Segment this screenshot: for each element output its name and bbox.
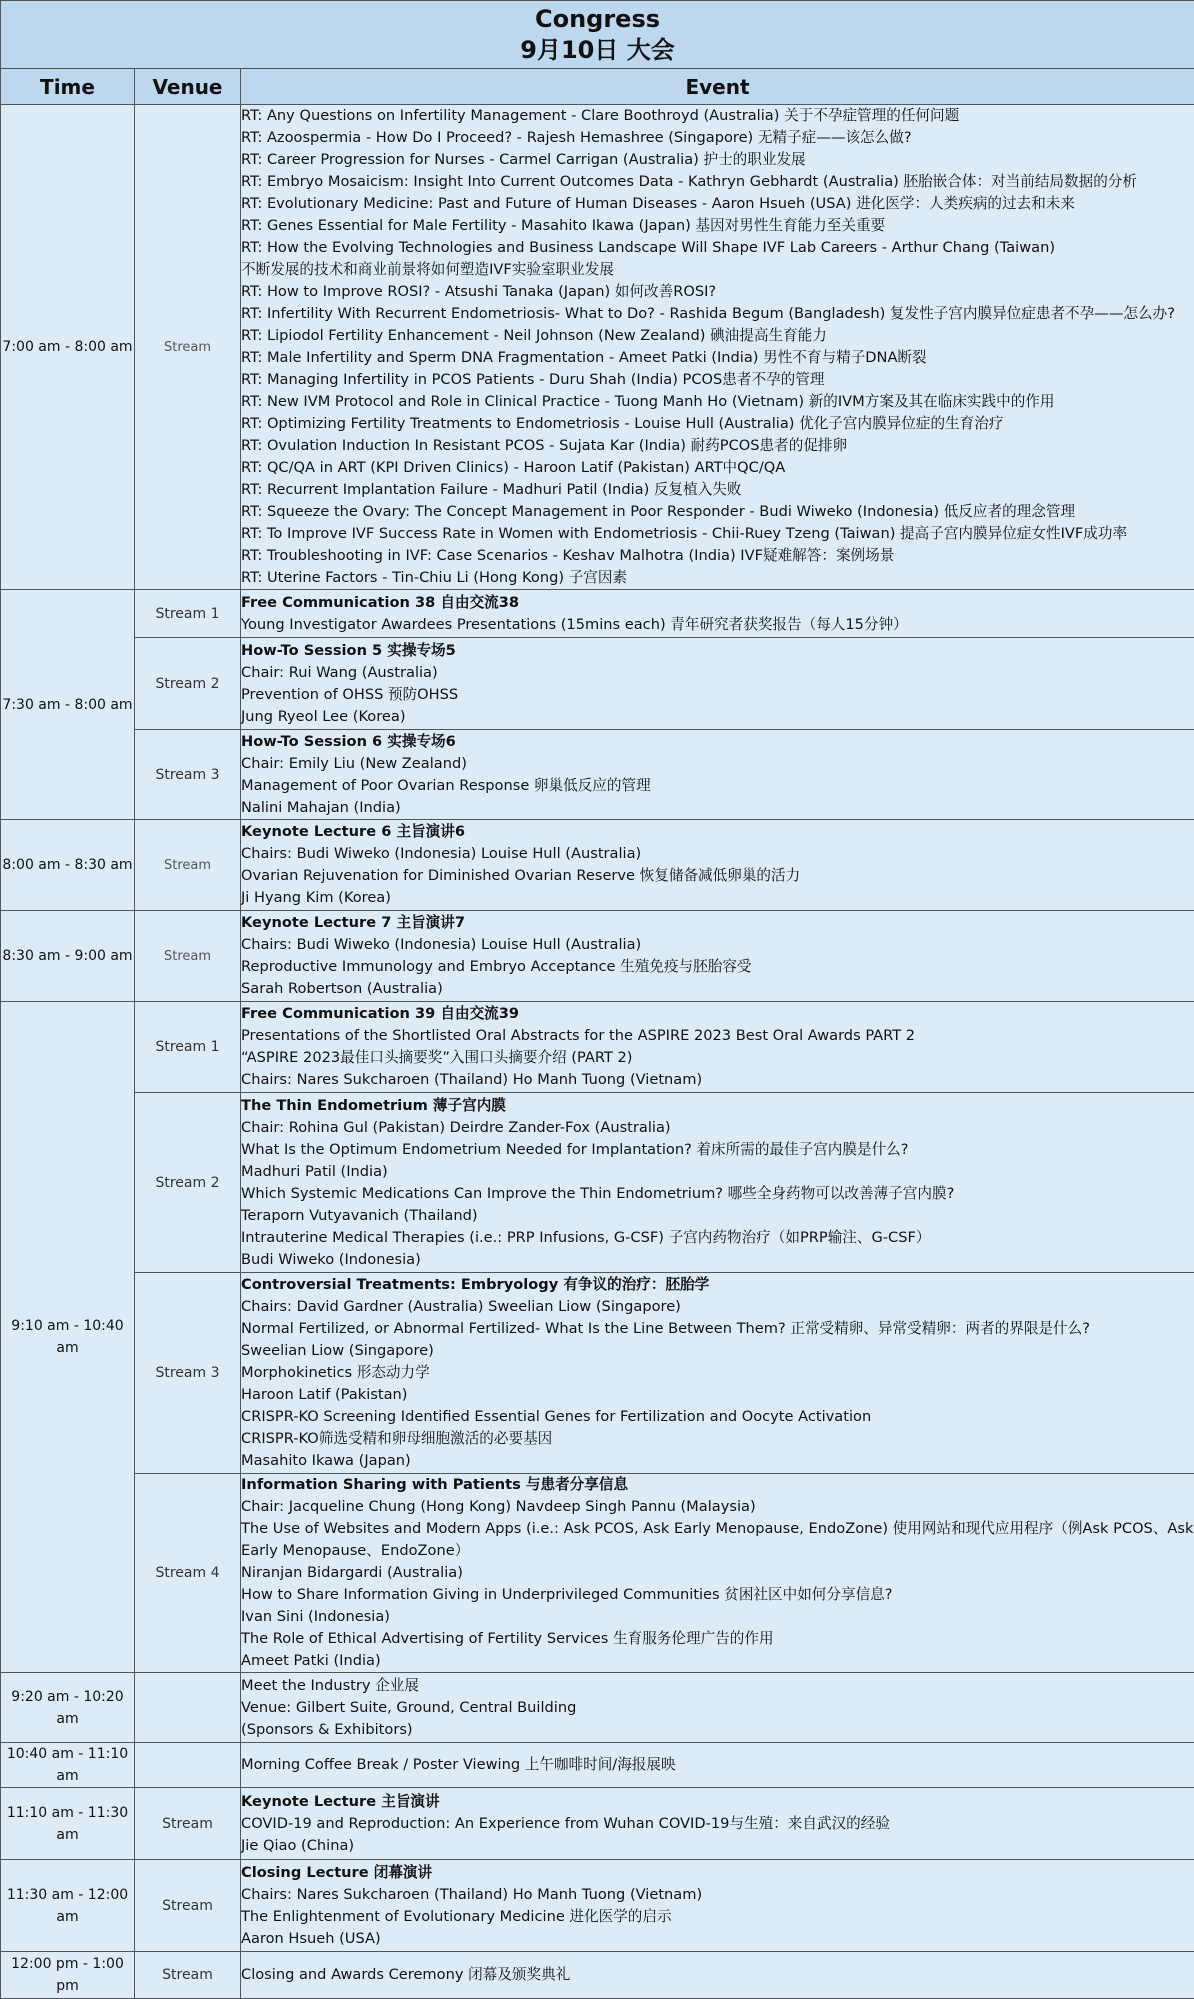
event-line: How to Share Information Giving in Underprivileged Communities 贫困社区中如何分享信息?	[241, 1584, 1194, 1606]
event-line: Meet the Industry 企业展	[241, 1675, 1194, 1697]
event-line: RT: QC/QA in ART (KPI Driven Clinics) - Haroon Latif (Pakistan) ART中QC/QA	[241, 457, 1194, 479]
event-line: RT: How to Improve ROSI? - Atsushi Tanaka (Japan) 如何改善ROSI?	[241, 281, 1194, 303]
event-line: Niranjan Bidargardi (Australia)	[241, 1562, 1194, 1584]
event-line: Normal Fertilized, or Abnormal Fertilized- What Is the Line Between Them? 正常受精卵、异常受精卵：两者的界限是什么?	[241, 1318, 1194, 1340]
event-cell	[241, 638, 1194, 730]
event-line: Ameet Patki (India)	[241, 1650, 1194, 1672]
session-title: Closing Lecture 闭幕演讲	[241, 1862, 1194, 1884]
venue-cell: Stream	[135, 1788, 241, 1860]
event-cell	[241, 1673, 1194, 1743]
venue-cell: Stream	[135, 1952, 241, 1999]
event-line: What Is the Optimum Endometrium Needed for Implantation? 着床所需的最佳子宫内膜是什么?	[241, 1139, 1194, 1161]
event-line: RT: Infertility With Recurrent Endometriosis- What to Do? - Rashida Begum (Bangladesh) 复发性子宫内膜异位症患者不孕——怎么办?	[241, 303, 1194, 325]
session-row	[1, 590, 1194, 638]
event-cell	[241, 590, 1194, 638]
event-line: Jung Ryeol Lee (Korea)	[241, 706, 1194, 728]
event-line: Intrauterine Medical Therapies (i.e.: PRP Infusions, G-CSF) 子宫内药物治疗（如PRP输注、G-CSF）	[241, 1227, 1194, 1249]
event-line: Presentations of the Shortlisted Oral Abstracts for the ASPIRE 2023 Best Oral Awards PART 2	[241, 1025, 1194, 1047]
venue-cell: Stream 4	[135, 1474, 241, 1673]
session-title: The Thin Endometrium 薄子宫内膜	[241, 1095, 1194, 1117]
event-cell	[241, 105, 1194, 590]
session-row	[1, 105, 1194, 590]
event-line: RT: Uterine Factors - Tin-Chiu Li (Hong Kong) 子宫因素	[241, 567, 1194, 589]
event-line: RT: How the Evolving Technologies and Business Landscape Will Shape IVF Lab Careers - Arthur Chang (Taiwan)	[241, 237, 1194, 259]
venue-cell	[135, 1743, 241, 1788]
session-row	[1, 911, 1194, 1002]
venue-cell: Stream	[135, 1860, 241, 1952]
event-line: “ASPIRE 2023最佳口头摘要奖”入围口头摘要介绍 (PART 2)	[241, 1047, 1194, 1069]
event-line: 不断发展的技术和商业前景将如何塑造IVF实验室职业发展	[241, 259, 1194, 281]
event-line: Chair: Rohina Gul (Pakistan) Deirdre Zander-Fox (Australia)	[241, 1117, 1194, 1139]
event-cell	[241, 1474, 1194, 1673]
event-line: The Role of Ethical Advertising of Fertility Services 生育服务伦理广告的作用	[241, 1628, 1194, 1650]
event-line: RT: Evolutionary Medicine: Past and Future of Human Diseases - Aaron Hsueh (USA) 进化医学：人类疾病的过去和未来	[241, 193, 1194, 215]
event-line: Ovarian Rejuvenation for Diminished Ovarian Reserve 恢复储备减低卵巢的活力	[241, 865, 1194, 887]
event-line: RT: Squeeze the Ovary: The Concept Management in Poor Responder - Budi Wiweko (Indonesia) 低反应者的理念管理	[241, 501, 1194, 523]
event-line: Young Investigator Awardees Presentations (15mins each) 青年研究者获奖报告（每人15分钟）	[241, 614, 1194, 636]
session-title: How-To Session 6 实操专场6	[241, 731, 1194, 753]
event-cell	[241, 1952, 1194, 1999]
event-line: Chair: Jacqueline Chung (Hong Kong) Navdeep Singh Pannu (Malaysia)	[241, 1496, 1194, 1518]
page-subtitle: 9月10日 大会	[1, 35, 1194, 66]
event-line: RT: Azoospermia - How Do I Proceed? - Rajesh Hemashree (Singapore) 无精子症——该怎么做?	[241, 127, 1194, 149]
venue-cell: Stream 3	[135, 1273, 241, 1474]
session-title: How-To Session 5 实操专场5	[241, 640, 1194, 662]
time-cell: 8:30 am - 9:00 am	[1, 911, 135, 1002]
venue-cell: Stream 1	[135, 590, 241, 638]
event-line: Prevention of OHSS 预防OHSS	[241, 684, 1194, 706]
page-title: Congress	[1, 4, 1194, 35]
event-line: Chair: Emily Liu (New Zealand)	[241, 753, 1194, 775]
event-line: Sarah Robertson (Australia)	[241, 978, 1194, 1000]
event-cell	[241, 820, 1194, 911]
event-line: Closing and Awards Ceremony 闭幕及颁奖典礼	[241, 1964, 1194, 1986]
session-title: Keynote Lecture 6 主旨演讲6	[241, 821, 1194, 843]
session-title: Information Sharing with Patients 与患者分享信息	[241, 1474, 1194, 1496]
venue-cell: Stream	[135, 105, 241, 590]
event-cell	[241, 1273, 1194, 1474]
venue-cell: Stream 3	[135, 730, 241, 820]
event-line: Haroon Latif (Pakistan)	[241, 1384, 1194, 1406]
event-line: The Enlightenment of Evolutionary Medicine 进化医学的启示	[241, 1906, 1194, 1928]
event-line: CRISPR-KO筛选受精和卵母细胞激活的必要基因	[241, 1428, 1194, 1450]
venue-cell: Stream	[135, 820, 241, 911]
event-line: RT: Lipiodol Fertility Enhancement - Neil Johnson (New Zealand) 碘油提高生育能力	[241, 325, 1194, 347]
event-line: RT: Career Progression for Nurses - Carmel Carrigan (Australia) 护士的职业发展	[241, 149, 1194, 171]
event-line: Morning Coffee Break / Poster Viewing 上午咖啡时间/海报展映	[241, 1754, 1194, 1776]
time-cell: 12:00 pm - 1:00 pm	[1, 1952, 135, 1999]
venue-cell: Stream 2	[135, 638, 241, 730]
event-line: Ji Hyang Kim (Korea)	[241, 887, 1194, 909]
event-line: Chair: Rui Wang (Australia)	[241, 662, 1194, 684]
session-row	[1, 1273, 1194, 1474]
event-line: Jie Qiao (China)	[241, 1835, 1194, 1857]
event-line: RT: Male Infertility and Sperm DNA Fragmentation - Ameet Patki (India) 男性不育与精子DNA断裂	[241, 347, 1194, 369]
session-title: Controversial Treatments: Embryology 有争议的治疗：胚胎学	[241, 1274, 1194, 1296]
event-line: Chairs: Nares Sukcharoen (Thailand) Ho Manh Tuong (Vietnam)	[241, 1069, 1194, 1091]
title-row	[1, 1, 1194, 69]
session-row	[1, 638, 1194, 730]
event-cell	[241, 730, 1194, 820]
event-cell	[241, 1788, 1194, 1860]
session-row	[1, 1743, 1194, 1788]
event-line: RT: Any Questions on Infertility Management - Clare Boothroyd (Australia) 关于不孕症管理的任何问题	[241, 105, 1194, 127]
event-line: Reproductive Immunology and Embryo Acceptance 生殖免疫与胚胎容受	[241, 956, 1194, 978]
event-line: Ivan Sini (Indonesia)	[241, 1606, 1194, 1628]
time-cell: 11:30 am - 12:00 am	[1, 1860, 135, 1952]
event-line: Aaron Hsueh (USA)	[241, 1928, 1194, 1950]
time-cell: 9:20 am - 10:20 am	[1, 1673, 135, 1743]
title-cell	[1, 1, 1194, 69]
session-row	[1, 730, 1194, 820]
event-line: The Use of Websites and Modern Apps (i.e.: Ask PCOS, Ask Early Menopause, EndoZone) 使用网站和现代应用程序（例Ask PCOS、Ask Early Menopause、EndoZone）	[241, 1518, 1194, 1562]
event-line: RT: Troubleshooting in IVF: Case Scenarios - Keshav Malhotra (India) IVF疑难解答：案例场景	[241, 545, 1194, 567]
session-title: Free Communication 39 自由交流39	[241, 1003, 1194, 1025]
event-line: RT: Genes Essential for Male Fertility - Masahito Ikawa (Japan) 基因对男性生育能力至关重要	[241, 215, 1194, 237]
event-line: RT: New IVM Protocol and Role in Clinical Practice - Tuong Manh Ho (Vietnam) 新的IVM方案及其在临床实践中的作用	[241, 391, 1194, 413]
event-cell	[241, 1002, 1194, 1093]
event-line: Sweelian Liow (Singapore)	[241, 1340, 1194, 1362]
event-cell	[241, 911, 1194, 1002]
event-line: Madhuri Patil (India)	[241, 1161, 1194, 1183]
session-row	[1, 1860, 1194, 1952]
event-line: RT: Managing Infertility in PCOS Patients - Duru Shah (India) PCOS患者不孕的管理	[241, 369, 1194, 391]
session-row	[1, 1002, 1194, 1093]
event-line: Chairs: Budi Wiweko (Indonesia) Louise Hull (Australia)	[241, 934, 1194, 956]
event-line: RT: Ovulation Induction In Resistant PCOS - Sujata Kar (India) 耐药PCOS患者的促排卵	[241, 435, 1194, 457]
venue-cell: Stream 1	[135, 1002, 241, 1093]
event-cell	[241, 1093, 1194, 1273]
event-line: Chairs: Nares Sukcharoen (Thailand) Ho Manh Tuong (Vietnam)	[241, 1884, 1194, 1906]
column-header-venue: Venue	[135, 69, 241, 105]
event-line: RT: To Improve IVF Success Rate in Women with Endometriosis - Chii-Ruey Tzeng (Taiwan) 提高子宫内膜异位症女性IVF成功率	[241, 523, 1194, 545]
venue-cell: Stream	[135, 911, 241, 1002]
column-header-time: Time	[1, 69, 135, 105]
session-row	[1, 1788, 1194, 1860]
event-line: Which Systemic Medications Can Improve the Thin Endometrium? 哪些全身药物可以改善薄子宫内膜?	[241, 1183, 1194, 1205]
event-line: RT: Recurrent Implantation Failure - Madhuri Patil (India) 反复植入失败	[241, 479, 1194, 501]
venue-cell	[135, 1673, 241, 1743]
column-header-event: Event	[241, 69, 1194, 105]
session-title: Free Communication 38 自由交流38	[241, 592, 1194, 614]
event-line: CRISPR-KO Screening Identified Essential Genes for Fertilization and Oocyte Activation	[241, 1406, 1194, 1428]
event-line: (Sponsors & Exhibitors)	[241, 1719, 1194, 1741]
time-cell: 11:10 am - 11:30 am	[1, 1788, 135, 1860]
event-line: Chairs: Budi Wiweko (Indonesia) Louise Hull (Australia)	[241, 843, 1194, 865]
event-line: RT: Optimizing Fertility Treatments to Endometriosis - Louise Hull (Australia) 优化子宫内膜异位症的生育治疗	[241, 413, 1194, 435]
event-line: Venue: Gilbert Suite, Ground, Central Building	[241, 1697, 1194, 1719]
event-line: Nalini Mahajan (India)	[241, 797, 1194, 819]
event-line: Budi Wiweko (Indonesia)	[241, 1249, 1194, 1271]
session-title: Keynote Lecture 主旨演讲	[241, 1791, 1194, 1813]
time-cell: 7:30 am - 8:00 am	[1, 590, 135, 820]
event-line: Morphokinetics 形态动力学	[241, 1362, 1194, 1384]
event-cell	[241, 1743, 1194, 1788]
session-row	[1, 1093, 1194, 1273]
event-line: Masahito Ikawa (Japan)	[241, 1450, 1194, 1472]
session-row	[1, 820, 1194, 911]
event-line: Teraporn Vutyavanich (Thailand)	[241, 1205, 1194, 1227]
time-cell: 8:00 am - 8:30 am	[1, 820, 135, 911]
session-row	[1, 1673, 1194, 1743]
time-cell: 9:10 am - 10:40 am	[1, 1002, 135, 1673]
session-title: Keynote Lecture 7 主旨演讲7	[241, 912, 1194, 934]
event-line: COVID-19 and Reproduction: An Experience from Wuhan COVID-19与生殖：来自武汉的经验	[241, 1813, 1194, 1835]
column-header-row	[1, 69, 1194, 105]
event-line: Chairs: David Gardner (Australia) Sweelian Liow (Singapore)	[241, 1296, 1194, 1318]
venue-cell: Stream 2	[135, 1093, 241, 1273]
time-cell: 10:40 am - 11:10 am	[1, 1743, 135, 1788]
time-cell: 7:00 am - 8:00 am	[1, 105, 135, 590]
event-line: RT: Embryo Mosaicism: Insight Into Current Outcomes Data - Kathryn Gebhardt (Australia) 胚胎嵌合体：对当前结局数据的分析	[241, 171, 1194, 193]
session-row	[1, 1474, 1194, 1673]
event-cell	[241, 1860, 1194, 1952]
session-row	[1, 1952, 1194, 1999]
event-line: Management of Poor Ovarian Response 卵巢低反应的管理	[241, 775, 1194, 797]
